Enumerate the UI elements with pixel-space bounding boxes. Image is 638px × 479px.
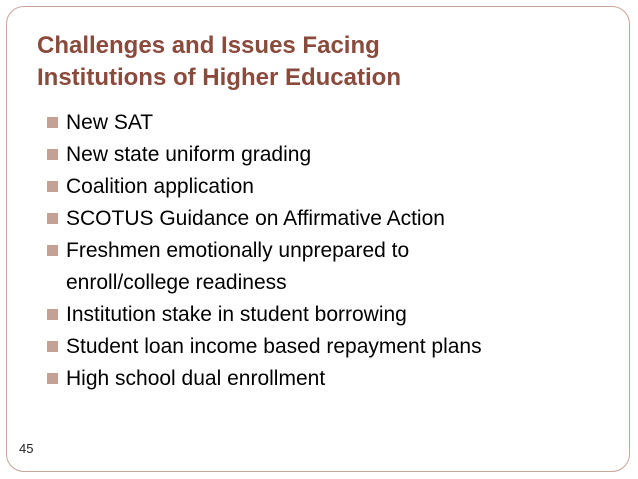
- slide-title-line-1: Challenges and Issues Facing: [37, 32, 380, 59]
- slide-title-line-2: Institutions of Higher Education: [37, 64, 401, 91]
- bullet-text: High school dual enrollment: [66, 367, 326, 390]
- square-bullet-icon: [47, 117, 58, 128]
- bullet-text: New state uniform grading: [66, 143, 312, 166]
- bullet-text: Institution stake in student borrowing: [66, 303, 407, 326]
- bullet-item: [45, 139, 605, 171]
- bullet-item: [45, 363, 605, 395]
- bullet-text-continued: enroll/college readiness: [66, 271, 287, 294]
- square-bullet-icon: [47, 341, 58, 352]
- bullet-item: [45, 171, 605, 203]
- bullet-item: [45, 203, 605, 235]
- bullet-list: [45, 107, 605, 395]
- bullet-item: [45, 299, 605, 331]
- bullet-text: SCOTUS Guidance on Affirmative Action: [66, 207, 445, 230]
- square-bullet-icon: [47, 181, 58, 192]
- bullet-item: [45, 331, 605, 363]
- bullet-text: Freshmen emotionally unprepared to: [66, 239, 410, 262]
- bullet-item: [45, 107, 605, 139]
- bullet-text: Coalition application: [66, 175, 254, 198]
- square-bullet-icon: [47, 309, 58, 320]
- page-number: 45: [19, 441, 34, 456]
- slide-title: [37, 30, 597, 94]
- bullet-text: Student loan income based repayment plans: [66, 335, 482, 358]
- bullet-item: [45, 235, 605, 299]
- square-bullet-icon: [47, 149, 58, 160]
- bullet-text: New SAT: [66, 111, 154, 134]
- square-bullet-icon: [47, 245, 58, 256]
- square-bullet-icon: [47, 213, 58, 224]
- square-bullet-icon: [47, 373, 58, 384]
